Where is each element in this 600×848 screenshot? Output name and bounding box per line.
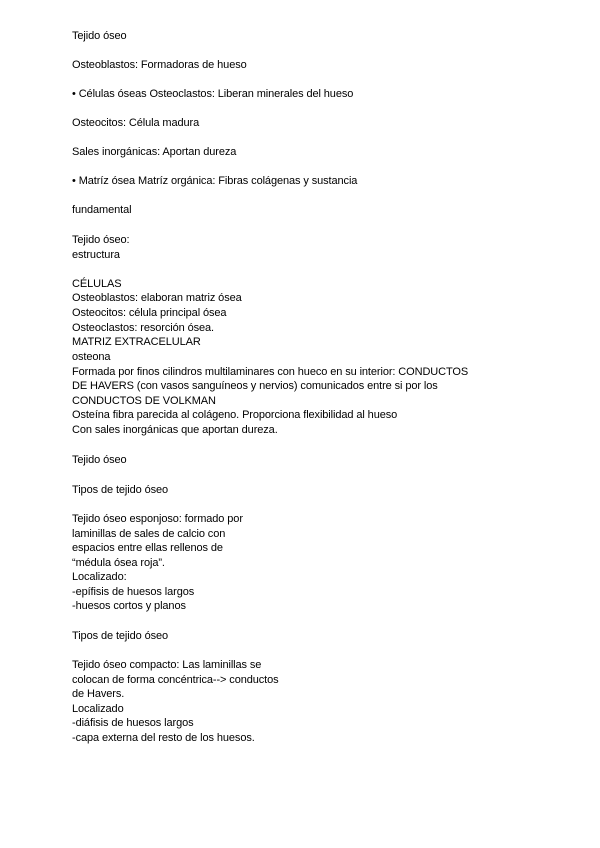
heading-matrix: MATRIZ EXTRACELULAR [72,336,201,348]
text-line: Osteoclastos: resorción ósea. [72,322,215,334]
section-title: Tipos de tejido óseo [72,630,169,642]
text-line: -capa externa del resto de los huesos. [72,732,255,744]
text-line: Osteocitos: Célula madura [72,117,200,129]
section-title: Tipos de tejido óseo [72,484,169,496]
text-line: Osteoblastos: Formadoras de hueso [72,59,247,71]
text-line: Osteína fibra parecida al colágeno. Proporciona flexibilidad al hueso [72,409,398,421]
text-line: Tejido óseo esponjoso: formado por [72,513,243,525]
bullet-line: • Matríz ósea Matríz orgánica: Fibras colágenas y sustancia [72,175,358,187]
section-title: Tejido óseo [72,454,127,466]
text-line: Osteocitos: célula principal ósea [72,307,227,319]
section-title: Tejido óseo: [72,234,130,246]
text-line: Tejido óseo compacto: Las laminillas se [72,659,262,671]
text-line: laminillas de sales de calcio con [72,528,226,540]
text-line: -epífisis de huesos largos [72,586,195,598]
text-line: -diáfisis de huesos largos [72,717,194,729]
text-line: “médula ósea roja”. [72,557,165,569]
text-line: Formada por finos cilindros multilaminares con hueco en su interior: CONDUCTOS [72,366,469,378]
text-line: Localizado: [72,571,127,583]
text-line: Osteoblastos: elaboran matriz ósea [72,292,242,304]
text-line: colocan de forma concéntrica--> conductos [72,674,279,686]
heading-cells: CÉLULAS [72,278,122,290]
text-line: DE HAVERS (con vasos sanguíneos y nervios) comunicados entre si por los [72,380,438,392]
text-line: osteona [72,351,111,363]
text-line: Localizado [72,703,124,715]
section-subtitle: estructura [72,249,120,261]
text-line: de Havers. [72,688,125,700]
text-line: fundamental [72,204,132,216]
text-line: -huesos cortos y planos [72,600,186,612]
text-line: Sales inorgánicas: Aportan dureza [72,146,237,158]
bullet-line: • Células óseas Osteoclastos: Liberan minerales del hueso [72,88,354,100]
section-title: Tejido óseo [72,30,127,42]
text-line: espacios entre ellas rellenos de [72,542,223,554]
text-line: CONDUCTOS DE VOLKMAN [72,395,216,407]
text-line: Con sales inorgánicas que aportan dureza. [72,424,278,436]
